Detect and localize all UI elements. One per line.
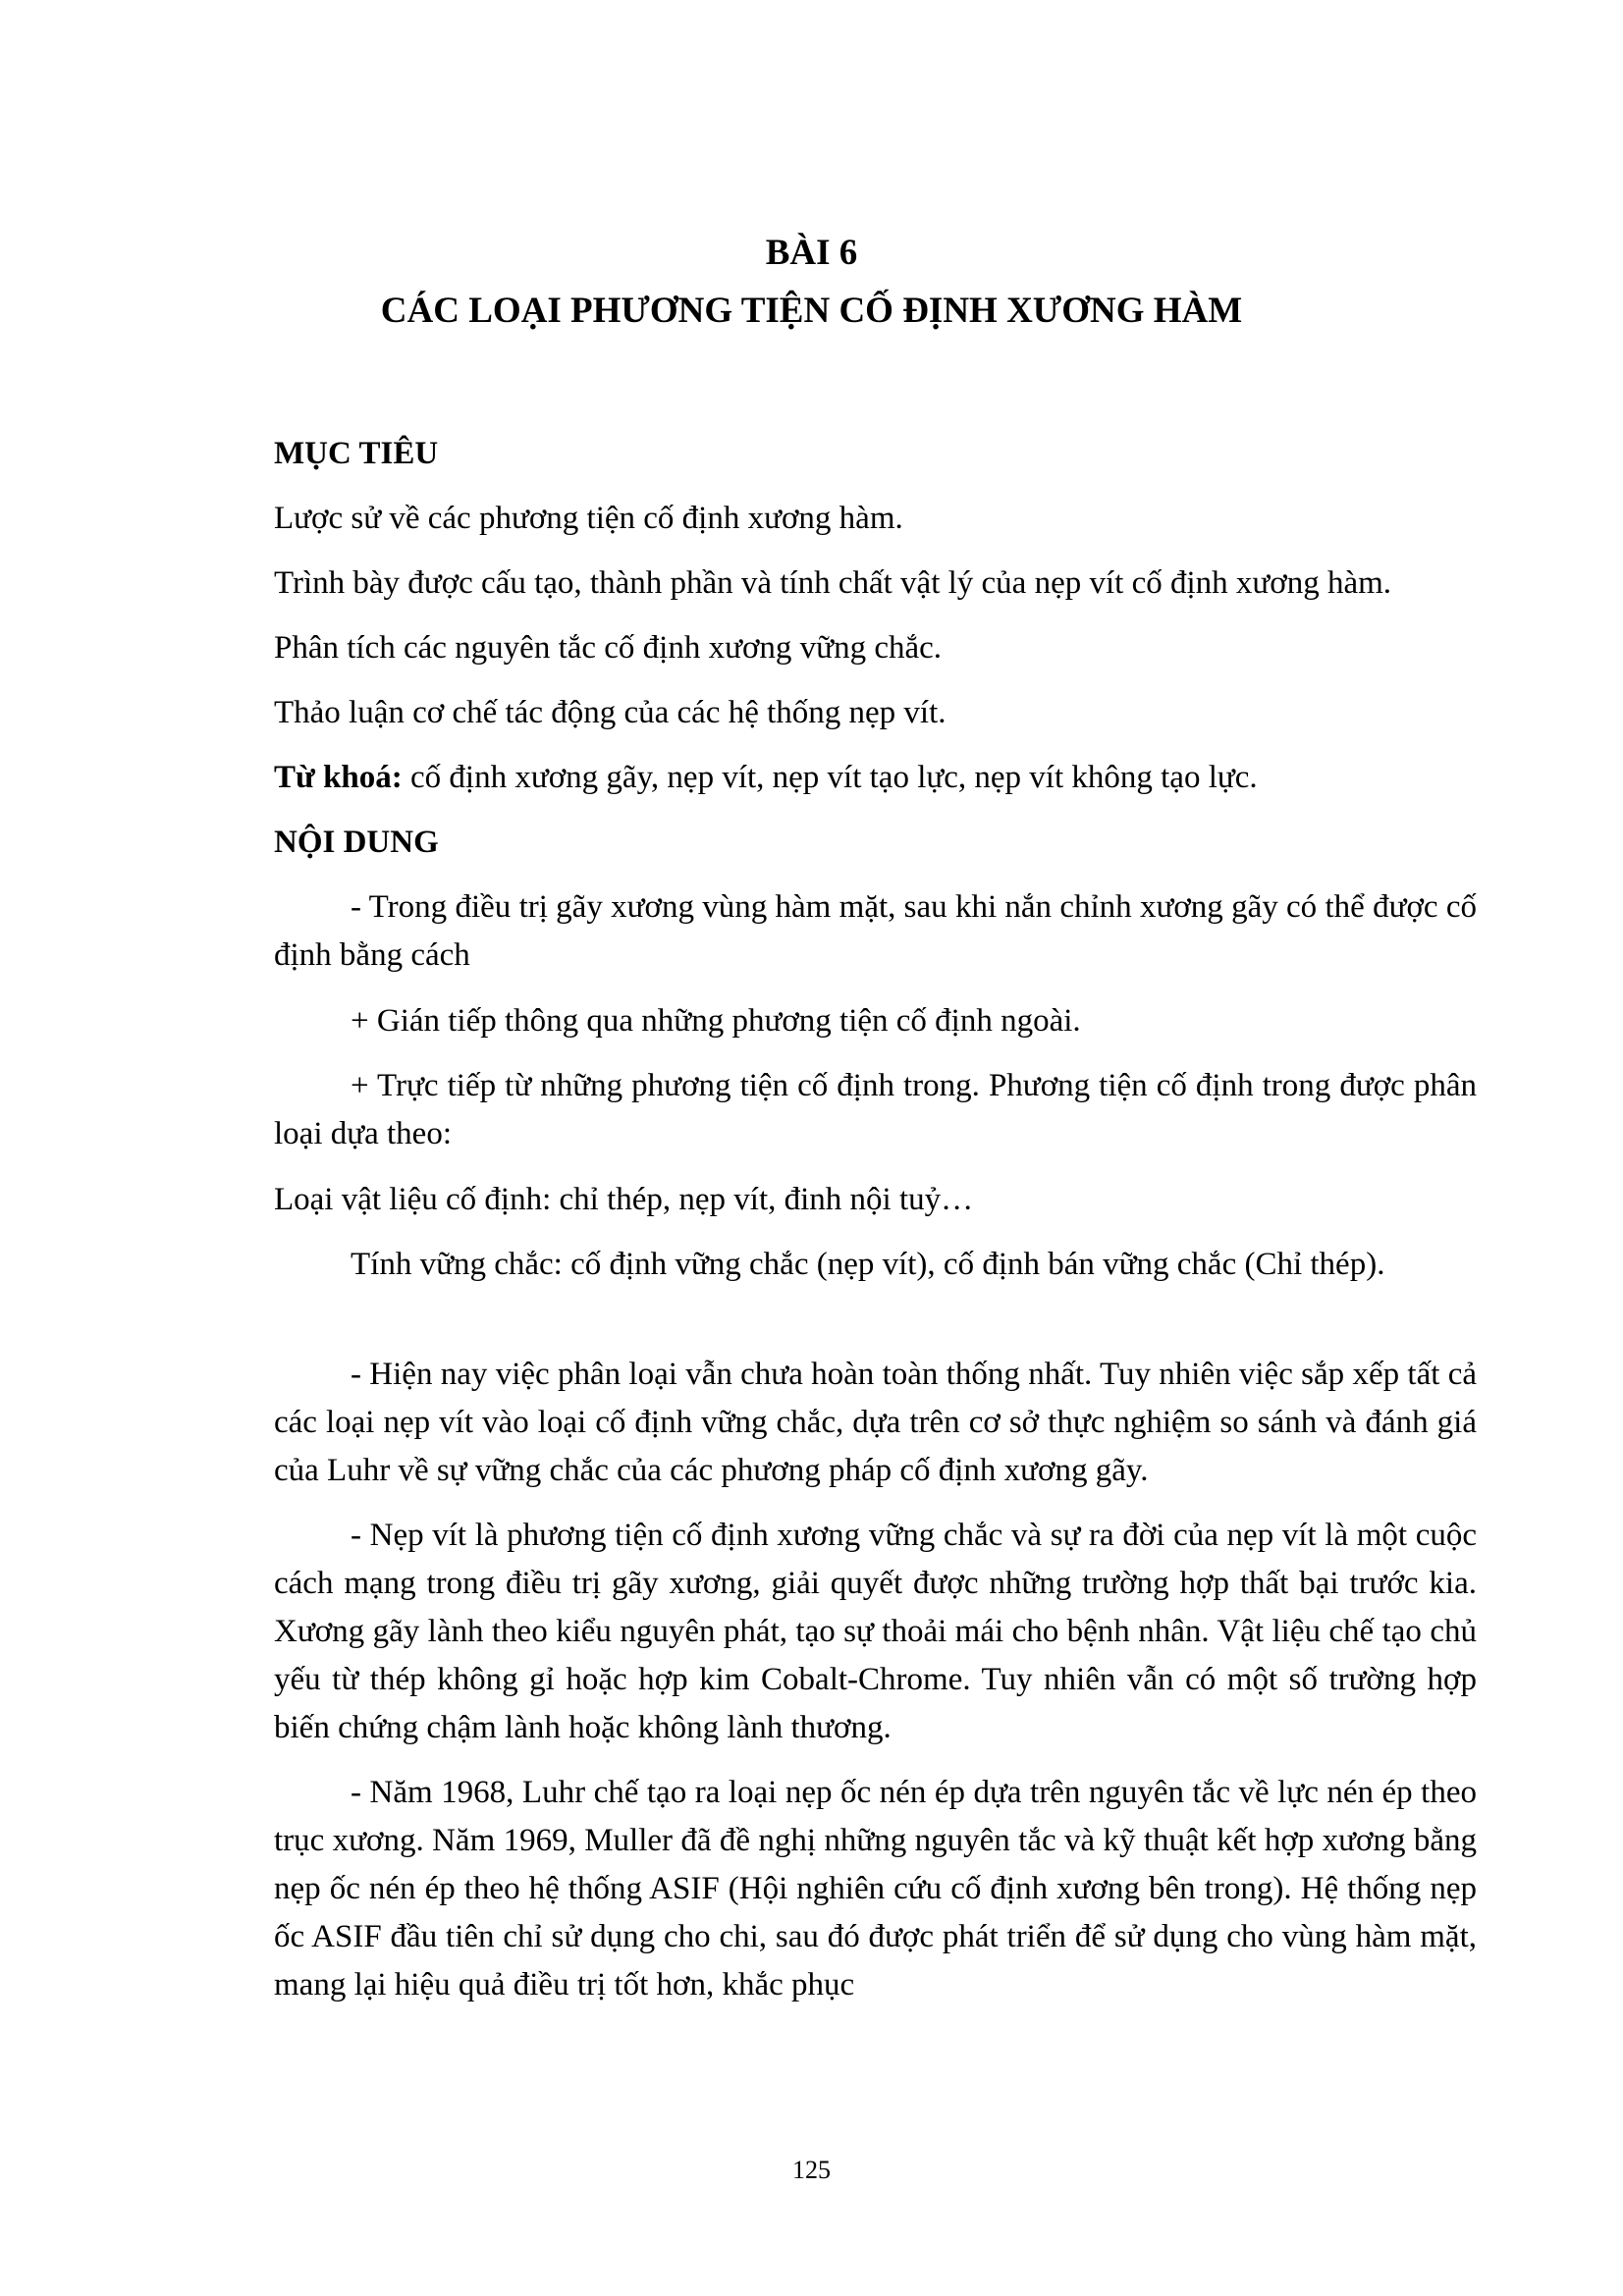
page-body (274, 430, 1477, 2009)
objective-item: Trình bày được cấu tạo, thành phần và tính chất vật lý của nẹp vít cố định xương hàm. (274, 565, 1392, 601)
lesson-number: BÀI 6 (765, 233, 858, 273)
objectives-heading: MỤC TIÊU (274, 436, 439, 471)
material-classification: Loại vật liệu cố định: chỉ thép, nẹp vít, đinh nội tuỷ… (274, 1182, 974, 1217)
objective-item: Thảo luận cơ chế tác động của các hệ thống nẹp vít. (274, 695, 947, 730)
content-heading: NỘI DUNG (274, 825, 439, 860)
objective-item: Phân tích các nguyên tắc cố định xương vững chắc. (274, 630, 943, 666)
stability-classification: Tính vững chắc: cố định vững chắc (nẹp vít), cố định bán vững chắc (Chỉ thép). (351, 1247, 1385, 1282)
objective-item: Lược sử về các phương tiện cố định xương hàm. (274, 501, 903, 536)
direct-fixation-item: + Trực tiếp từ những phương tiện cố định trong. Phương tiện cố định trong được phân loại dựa theo: (274, 1068, 1477, 1151)
lesson-title: CÁC LOẠI PHƯƠNG TIỆN CỐ ĐỊNH XƯƠNG HÀM (380, 291, 1243, 331)
keywords-label: Từ khoá: (274, 760, 403, 795)
keywords-line (274, 754, 1477, 801)
plates-paragraph: - Nẹp vít là phương tiện cố định xương vững chắc và sự ra đời của nẹp vít là một cuộc cách mạng trong điều trị gãy xương, giải quyết được những trường hợp thất bại trước kia. Xương gãy lành theo kiểu nguyên phát, tạo sự thoải mái cho bệnh nhân. Vật liệu chế tạo chủ yếu từ thép không gỉ hoặc hợp kim Cobalt-Chrome. Tuy nhiên vẫn có một số trường hợp biến chứng chậm lành hoặc không lành thương. (274, 1518, 1477, 1745)
intro-paragraph: - Trong điều trị gãy xương vùng hàm mặt, sau khi nắn chỉnh xương gãy có thể được cố định bằng cách (274, 889, 1477, 973)
history-paragraph: - Năm 1968, Luhr chế tạo ra loại nẹp ốc nén ép dựa trên nguyên tắc về lực nén ép theo trục xương. Năm 1969, Muller đã đề nghị những nguyên tắc và kỹ thuật kết hợp xương bằng nẹp ốc nén ép theo hệ thống ASIF (Hội nghiên cứu cố định xương bên trong). Hệ thống nẹp ốc ASIF đầu tiên chỉ sử dụng cho chi, sau đó được phát triển để sử dụng cho vùng hàm mặt, mang lại hiệu quả điều trị tốt hơn, khắc phục (274, 1775, 1477, 2002)
keywords-text: cố định xương gãy, nẹp vít, nẹp vít tạo lực, nẹp vít không tạo lực. (402, 760, 1258, 795)
page-number: 125 (792, 2156, 831, 2184)
indirect-fixation-item: + Gián tiếp thông qua những phương tiện cố định ngoài. (351, 1003, 1081, 1039)
classification-paragraph: - Hiện nay việc phân loại vẫn chưa hoàn toàn thống nhất. Tuy nhiên việc sắp xếp tất cả các loại nẹp vít vào loại cố định vững chắc, dựa trên cơ sở thực nghiệm so sánh và đánh giá của Luhr về sự vững chắc của các phương pháp cố định xương gãy. (274, 1357, 1477, 1488)
